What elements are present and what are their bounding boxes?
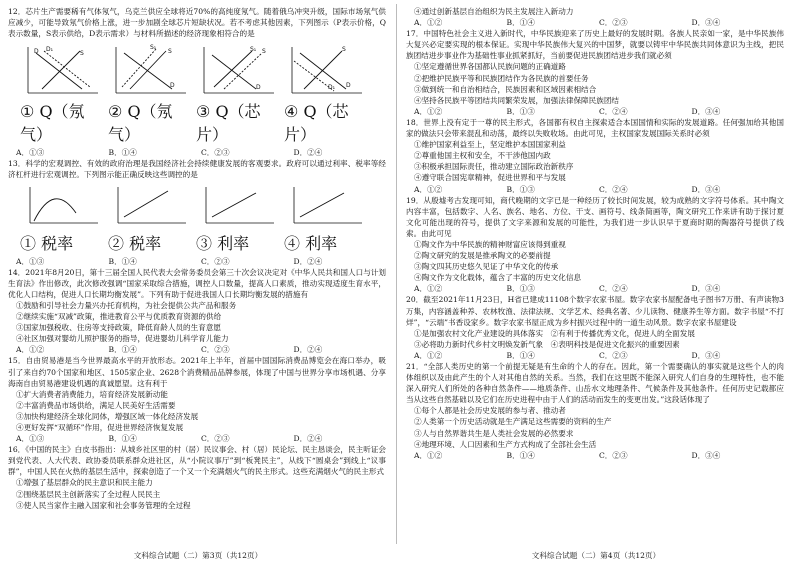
q13-fig1-label: ① 税率 — [20, 233, 74, 253]
option-b[interactable]: B．①④ — [108, 345, 137, 355]
q16-item-1: ①增强了基层群众的民主意识和民主能力 — [16, 478, 153, 488]
option-d[interactable]: D．③④ — [691, 18, 721, 28]
q16-item-2: ②围绕基层民主创新落实了全过程人民民主 — [16, 489, 161, 499]
q18-item-3: ③积极承担国际责任，推动建立国际政治新秩序 — [414, 162, 574, 172]
svg-text:D: D — [346, 82, 351, 90]
q19-item-4: ④陶文作为文化载体，蕴含了丰富的历史文化信息 — [414, 273, 582, 283]
q19-item-1: ①陶文作为中华民族的精神财富应该得到重视 — [414, 239, 566, 249]
option-c[interactable]: C．②④ — [599, 106, 628, 116]
q17-item-2: ②把维护民族平等和民族团结作为各民族的首要任务 — [414, 73, 589, 83]
option-a[interactable]: A．①③ — [16, 256, 45, 266]
option-b[interactable]: B．①④ — [506, 18, 535, 28]
q12-figure-1 — [20, 41, 102, 99]
q12-fig1-label: ① Q（氖气） — [20, 102, 85, 145]
option-a[interactable]: A．①② — [16, 345, 45, 355]
q19-item-3: ③陶文四其历史悠久见证了中华文化的传承 — [414, 262, 559, 272]
option-d[interactable]: D．②④ — [293, 434, 323, 444]
option-b[interactable]: B．①④ — [108, 434, 137, 444]
page-footer-right: 文科综合试题（二）第4页（共12页） — [531, 551, 661, 560]
q17-item-4: ④坚持各民族平等团结共同繁荣发展，加强法律保障民族团结 — [414, 95, 620, 105]
option-b[interactable]: B．①④ — [108, 256, 137, 266]
option-a[interactable]: A．①③ — [16, 148, 45, 158]
q13-figures — [20, 183, 386, 231]
q21-item-3: ③人与自然界谐共生是人类社会发展的必然要求 — [414, 428, 574, 438]
svg-text:S: S — [262, 48, 266, 56]
q19-options — [406, 283, 784, 294]
q12-figure-2 — [108, 41, 190, 99]
q12-fig4-label: ④ Q（芯片） — [284, 102, 349, 145]
option-a[interactable]: A．①② — [414, 184, 443, 194]
svg-text:D₁: D₁ — [328, 84, 336, 92]
supply-demand-graph — [196, 41, 278, 99]
supply-demand-graph — [20, 41, 102, 99]
q18-options — [406, 184, 784, 195]
q14-item-4: ④社区加强对婴幼儿照护服务的指导，促进婴幼儿科学育儿能力 — [16, 334, 229, 344]
option-c[interactable]: C．②③ — [201, 148, 230, 158]
option-d[interactable]: D．③④ — [691, 184, 721, 194]
q14-options — [8, 344, 386, 355]
option-a[interactable]: A．①② — [414, 18, 443, 28]
option-a[interactable]: A．①② — [414, 284, 443, 294]
q18-item-2: ②尊重他国主权和安全，不干涉他国内政 — [414, 151, 551, 161]
q13-fig4-label: ④ 利率 — [284, 233, 338, 253]
option-c[interactable]: C．②③ — [599, 18, 628, 28]
option-b[interactable]: B．①③ — [506, 284, 535, 294]
question-13: 13．科学的宏观调控、有效的政府治理是我国经济社会持续健康发展的客观要求。政府可以通过利率、税率等经济杠杆进行宏观调控。下列图示能正确反映这些调控的是 — [8, 159, 386, 180]
q15-item-3: ③加快构建经济全球化同体，增强区域一体化经济发展 — [16, 411, 199, 421]
q20-item-1: ①是加强农村文化产业建设的具体落实 ②有利于传播优秀文化，促进人的全面发展 — [414, 328, 695, 338]
question-20: 20．截至2021年11月23日，H省已建成11108个数字农家书屋。数字农家书屋配备电子图书7万册、有声读物3万集，内容涵盖种养、农林牧渔、法律法规、文学艺术、经典名著、少儿读物、健康养生等方面。数字书屋“不打烊”，“云端”书香设家乡。数字农家书屋正成为乡村振兴过程中的一道生动风景。数字农家书屋建设 — [406, 295, 784, 327]
q13-figure-3 — [196, 183, 278, 231]
question-17: 17．中国特色社会主义进入新时代，中华民族迎来了历史上最好的发展时期。各族人民亲如一家，是中华民族伟大复兴必定要实现的根本保证。实现中华民族伟大复兴的中国梦，就要以铸牢中华民族共同体意识为主线，把民族团结进步事业作为基础性事业抓紧抓好，当前要促进民族团结进步我们就必须 — [406, 29, 784, 61]
q14-item-2: ②继续实施“双减”政策，推进教育公平与优质教育资源的供给 — [16, 312, 222, 322]
option-d[interactable]: D．②④ — [293, 256, 323, 266]
option-c[interactable]: C．②③ — [599, 450, 628, 460]
question-12: 12．芯片生产需要稀有气体氖气，乌克兰供应全球将近70%的高纯度氖气。随着俄乌冲突升级，国际市场氖气供应减少，可能导致氖气价格上涨，进一步加剧全球芯片短缺状况。若不考虑其他因素，下列图示（P表示价格，Q表示数量，S表示供给，D表示需求）与材料所描述的经济现象相符合的是 — [8, 7, 386, 39]
q21-item-1: ①每个人都是社会历史发展的参与者、推动者 — [414, 406, 566, 416]
option-a[interactable]: A．①② — [414, 450, 443, 460]
option-c[interactable]: C．②③ — [201, 345, 230, 355]
question-19: 19．从殷墟考古发现可知，商代晚期的文字已是一种经历了较长时间发展，较为成熟的文字符号体系。其中陶文内容丰富，包括数字、人名、族名、地名、方位、干支、画符号、线条简画等，陶文研究工作来讲有助于探讨夏文化可能出现的符号，提供了文字来源和发展的可能性，为我们进一步认识早于夏商时期的陶器符号提供了线索。由此可见 — [406, 195, 784, 238]
option-a[interactable]: A．①③ — [16, 434, 45, 444]
consumption-graph — [196, 183, 278, 231]
q12-fig2-label: ② Q（氖气） — [108, 102, 173, 145]
q20-options — [406, 350, 784, 361]
q13-figure-1 — [20, 183, 102, 231]
capital-inflow-graph — [284, 183, 366, 231]
q15-item-2: ②丰富消费品市场供给，满足人民美好生活需要 — [16, 400, 176, 410]
q15-item-4: ④更好发挥“双循环”作用，促进世界经济恢复发展 — [16, 422, 184, 432]
q13-fig3-label: ③ 利率 — [196, 233, 250, 253]
q15-options — [8, 433, 386, 444]
q13-figure-2 — [108, 183, 190, 231]
q12-figure-3 — [196, 41, 278, 99]
q12-figure-4 — [284, 41, 366, 99]
q18-item-4: ④遵守联合国宪章精神，促进世界和平与发展 — [414, 173, 566, 183]
option-b[interactable]: B．①③ — [506, 184, 535, 194]
option-d[interactable]: D．②④ — [293, 345, 323, 355]
question-18: 18．世界上没有定于一尊的民主形式，各国都有权自主探索适合本国国情和实际的发展道路。任何强加给其他国家的做法只会带来混乱和动荡，最终以失败收场。由此可见，主权国家发展国际关系时必须 — [406, 117, 784, 139]
tax-curve-graph — [20, 183, 102, 231]
column-divider — [396, 4, 397, 544]
q18-item-1: ①维护国家利益至上，坚定维护本国国家利益 — [414, 140, 566, 150]
question-21: 21．“全部人类历史的第一个前提无疑是有生命的个人的存在。因此，第一个需要确认的事实就是这些个人的肉体组织以及由此产生的个人对其他自然的关系。当然，我们在这里既不能深入研究人们自身的生理特性，也不能深入研究人们所处的各种自然条件——地质条件、山岳水文地理条件、气候条件及其他条件。任何历史记载都应当从这些自然基础以及它们在历史进程中由于人们的活动而发生的变更出发。”这段话体现了 — [406, 362, 784, 405]
tax-line-graph — [108, 183, 190, 231]
option-c[interactable]: C．②④ — [599, 284, 628, 294]
option-b[interactable]: B．①④ — [108, 148, 137, 158]
svg-text:S: S — [342, 46, 346, 54]
q21-options — [406, 450, 784, 461]
q13-figure-labels — [20, 231, 386, 254]
q19-item-2: ②陶文研究的发展是推承陶文的必要前提 — [414, 251, 551, 261]
option-b[interactable]: B．①④ — [506, 450, 535, 460]
q17-item-1: ①坚定遵循世界各国都认民族问题的正确道路 — [414, 62, 566, 72]
q12-options — [8, 147, 386, 158]
option-d[interactable]: D．③④ — [691, 350, 721, 360]
q12-fig3-label: ③ Q（芯片） — [196, 102, 261, 145]
q13-options — [8, 256, 386, 267]
q14-item-1: ①鼓励和引导社会力量兴办托育机构，为社会提供公共产品和服务 — [16, 300, 237, 310]
svg-text:D: D — [34, 48, 39, 56]
q12-figures — [20, 41, 386, 99]
option-d[interactable]: D．③④ — [691, 106, 721, 116]
svg-text:D₁: D₁ — [46, 46, 54, 54]
q14-item-3: ③国家加强税收、住房等支持政策，降低育龄人员的生育意愿 — [16, 323, 222, 333]
q20-item-2: ③必将助力新时代乡村文明焕发新气象 ④表明科技是促进文化振兴的重要因素 — [414, 339, 680, 349]
q13-figure-4 — [284, 183, 366, 231]
option-d[interactable]: D．②④ — [293, 148, 323, 158]
svg-text:S: S — [168, 48, 172, 56]
svg-text:S₁: S₁ — [150, 44, 157, 52]
q15-item-1: ①扩大消费者消费能力，培育经济发展新动能 — [16, 389, 168, 399]
q17-options — [406, 106, 784, 117]
supply-demand-graph — [284, 41, 366, 99]
option-c[interactable]: C．②④ — [599, 184, 628, 194]
q17-item-3: ③做到统一和自治相结合，民族因素和区域因素相结合 — [414, 84, 597, 94]
option-b[interactable]: B．①③ — [506, 106, 535, 116]
q21-item-4: ④地理环境、人口因素和生产方式构成了全部社会生活 — [414, 439, 597, 449]
option-c[interactable]: C．②③ — [599, 350, 628, 360]
svg-text:D: D — [256, 84, 261, 92]
option-d[interactable]: D．③④ — [691, 450, 721, 460]
question-16: 16．《中国的民主》白皮书指出：从城乡社区里的村（居）民议事会、村（居）民论坛、民主恳谈会，民主听证会到党代表、人大代表、政协委员联系群众进社区，从“小院议事厅”到“板凳民主”，从线下“圆桌会”到线上“议事群”，中国人民在火热的基层生活中，探索创造了一个又一个充满烟火气的民主形式。这些充满烟火气的民主形式 — [8, 445, 386, 477]
q12-figure-labels — [20, 99, 386, 145]
svg-text:D: D — [170, 82, 175, 90]
question-14: 14．2021年8月20日，第十三届全国人民代表大会常务委员会第三十次会议决定对《中华人民共和国人口与计划生育法》作出修改，此次修改强调“国家采取综合措施，调控人口数量，提高人口素质，推动实现适度生育水平，优化人口结构，促进人口长期均衡发展”。下列有助于促进我国人口长期均衡发展的措施有 — [8, 267, 386, 299]
q13-fig2-label: ② 税率 — [108, 233, 162, 253]
q16-options — [406, 17, 784, 28]
svg-text:S₁: S₁ — [250, 46, 257, 54]
svg-text:S: S — [80, 50, 84, 58]
supply-demand-graph — [108, 41, 190, 99]
option-c[interactable]: C．②③ — [201, 256, 230, 266]
option-d[interactable]: D．③④ — [691, 284, 721, 294]
right-column — [406, 6, 784, 461]
option-a[interactable]: A．①② — [414, 106, 443, 116]
q21-item-2: ②人类第一个历史活动就是生产满足这些需要的资料的生产 — [414, 417, 612, 427]
left-column — [8, 6, 386, 511]
option-a[interactable]: A．①② — [414, 350, 443, 360]
option-b[interactable]: B．①④ — [506, 350, 535, 360]
q16-item-3: ③使人民当家作主融入国家和社会事务管理的全过程 — [16, 500, 191, 510]
page-footer-left: 文科综合试题（二）第3页（共12页） — [133, 551, 263, 560]
q16-item-4: ④通过创新基层自治组织为民主发展注入新动力 — [414, 7, 574, 16]
option-c[interactable]: C．②③ — [201, 434, 230, 444]
question-15: 15．自由贸易港是当今世界最高水平的开放形态。2021年上半年，首届中国国际消费品博览会在海口举办，吸引了来自约70个国家和地区、1505家企业、2628个消费精品品牌参展，体现了中国与世界分享市场机遇、分享海南自由贸易港建设机遇的真诚愿望。这有利于 — [8, 356, 386, 388]
